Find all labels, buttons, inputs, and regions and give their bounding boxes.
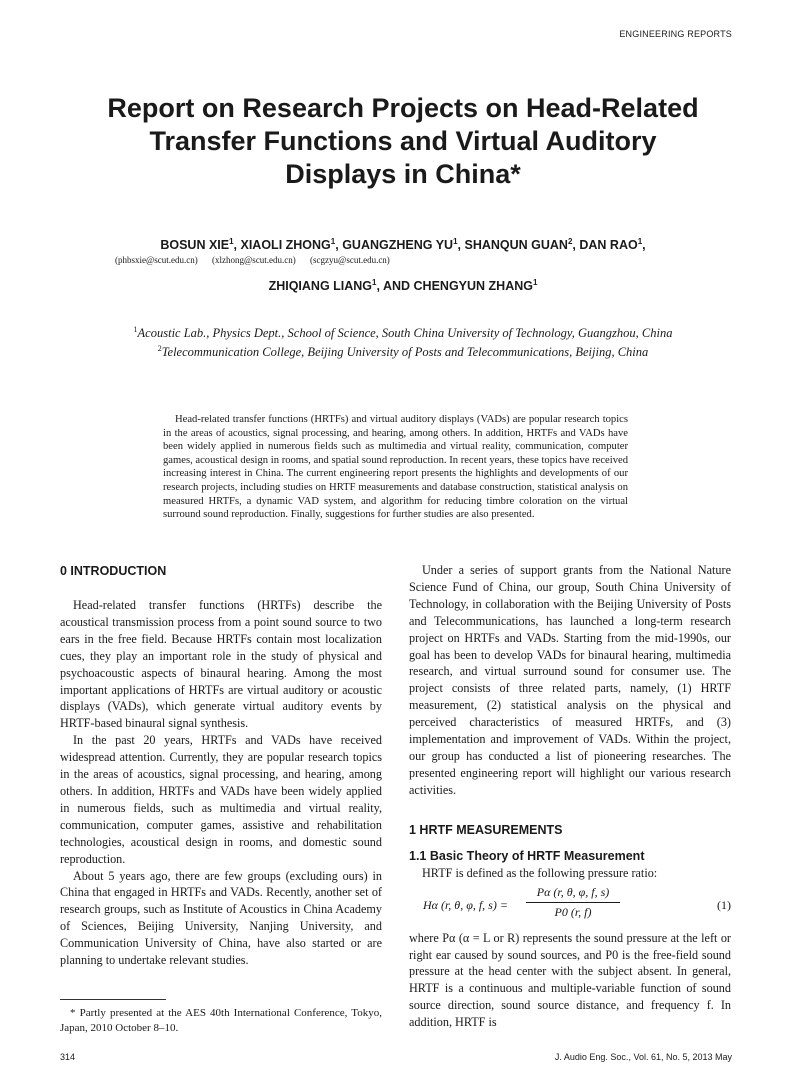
title-line-2: Transfer Functions and Virtual Auditory xyxy=(149,126,657,156)
affiliation-mark: 1 xyxy=(133,324,138,334)
right-column xyxy=(409,562,731,1031)
author-affiliation-mark: 1 xyxy=(637,236,643,246)
subsection-heading-basic-theory: 1.1 Basic Theory of HRTF Measurement xyxy=(409,848,645,863)
author-affiliation-mark: 1 xyxy=(453,236,458,246)
title-line-3: Displays in China* xyxy=(285,159,521,189)
author-affiliation-mark: 1 xyxy=(229,236,234,246)
paragraph: In the past 20 years, HRTFs and VADs have received widespread attention. Currently, they are popular research topics in the areas of acoustics, signal processing, and hearing, among others. In addition, HRTFs and VADs have been widely applied in numerous fields, such as multimedia and virtual reality, communication, computer games, assistive and rehabilitation technologies, acoustical design in rooms, and domestic sound reproduction. xyxy=(60,733,382,866)
footnote-divider xyxy=(60,999,166,1000)
equation-numerator: Pα (r, θ, φ, f, s) xyxy=(526,884,620,903)
running-head: ENGINEERING REPORTS xyxy=(619,29,732,39)
equation-1 xyxy=(409,884,731,928)
equation-lhs: Hα (r, θ, φ, f, s) = xyxy=(423,897,508,912)
journal-citation: J. Audio Eng. Soc., Vol. 61, No. 5, 2013 May xyxy=(554,1052,732,1062)
author-name: GUANGZHENG YU xyxy=(342,238,454,252)
author-affiliation-mark: 2 xyxy=(567,236,573,246)
author-email[interactable]: (phbsxie@scut.edu.cn) xyxy=(115,255,198,265)
paragraph: Under a series of support grants from the National Nature Science Fund of China, our group, South China University of Technology, in collaboration with the Beijing University of Posts and Telecommunications, has launched a long-term research project on HRTFs and VADs. Starting from the mid-1990s, our goal has been to develop VADs for binaural hearing, multimedia research, and virtual surround sound for consumer use. The project consists of three related parts, namely, (1) HRTF measurement, (2) statistical analysis on the physical and perceived characteristics of measured HRTFs, and (3) implementation and improvement of VADs. Within the project, our group has conducted a list of pioneering researches. The presented engineering report will highlight our various research activities. xyxy=(409,563,731,797)
affiliation-text: Telecommunication College, Beijing University of Posts and Telecommunications, Beijing, China xyxy=(161,345,649,359)
author-name: DAN RAO xyxy=(579,238,638,252)
author-name: SHANQUN GUAN xyxy=(464,238,568,252)
author-name: BOSUN XIE xyxy=(160,238,230,252)
page-number: 314 xyxy=(60,1052,76,1062)
author-affiliation-mark: 1 xyxy=(532,277,538,287)
title-line-1: Report on Research Projects on Head-Related xyxy=(107,93,699,123)
equation-number: (1) xyxy=(717,897,731,912)
author-name: ZHIQIANG LIANG xyxy=(268,279,373,293)
affiliation-2 xyxy=(60,345,746,360)
author-list-line-1: BOSUN XIE$^1$, XIAOLI ZHONG$^1$, GUANGZHENG $YU^1$, SHANQUN GUAN$^2$, DAN RAO$^1$, xyxy=(160,236,646,252)
affiliation-mark: 2 xyxy=(157,343,162,353)
paragraph: About 5 years ago, there are few groups (excluding ours) in China that engaged in HRTFs and VADs. Recently, another set of research groups, such as Institute of Acoustics in China Academy of Sciences, Beijing University, Nanjing University, and Communication University of China, have also started or are planning to undertake relevant studies. xyxy=(60,868,382,968)
footnote: * Partly presented at the AES 40th International Conference, Tokyo, Japan, 2010 October 8–10. xyxy=(60,1007,382,1034)
author-list-line-2: ZHIQIANG LIANG$^1$, AND CHENGYUN ZHANG$^1$ xyxy=(268,277,538,293)
paragraph: where Pα (α = L or R) represents the sound pressure at the left or right ear caused by sound sources, and P0 is the free-field sound pressure at the head center with the subject absent. In general, HRTF is a continuous and multiple-variable function of sound source direction, sound source distance, and frequency f. In addition, HRTF is xyxy=(409,930,731,1030)
abstract: Head-related transfer functions (HRTFs) and virtual auditory displays (VADs) are popular research topics in the areas of acoustics, signal processing, and hearing, among others. In addition, HRTFs and VADs have been widely applied in numerous fields such as multimedia and virtual reality, communication, computer games, acoustical design in rooms, and spatial sound reproduction. In recent years, these topics have received increasing interest in China. The current engineering report presents the highlights and developments of our research projects, including studies on HRTF measurements and database construction, statistical analysis on measured HRTFs, a dynamic VAD system, and algorithm for reducing timbre coloration on the virtual surround sound reproduction. Finally, suggestions for further studies are also presented. xyxy=(163,414,628,521)
author-email[interactable]: (scgzyu@scut.edu.cn) xyxy=(310,255,390,265)
equation-fraction xyxy=(526,884,620,921)
author-name: XIAOLI ZHONG xyxy=(240,238,331,252)
section-heading-hrtf-measurements: 1 HRTF MEASUREMENTS xyxy=(409,822,563,837)
affiliation-1 xyxy=(60,326,746,341)
author-affiliation-mark: 1 xyxy=(372,277,377,287)
author-name: CHENGYUN ZHANG xyxy=(413,279,533,293)
author-affiliation-mark: 1 xyxy=(330,236,336,246)
equation-denominator: P0 (r, f) xyxy=(554,904,592,919)
affiliation-text: Acoustic Lab., Physics Dept., School of Science, South China University of Technology, Guangzhou, China xyxy=(137,326,673,340)
section-heading-introduction: 0 INTRODUCTION xyxy=(60,564,167,578)
paragraph: Head-related transfer functions (HRTFs) describe the acoustical transmission process from a point sound source to two ears in the free field. Because HRTFs contain most localization cues, they play an important role in the study of physical and psychoacoustic aspects of binaural hearing. Among the most important applications of HRTFs are virtual auditory or acoustic displays (VADs), which generate virtual auditory events by HRTF-based binaural signal synthesis. xyxy=(60,598,382,731)
paragraph: HRTF is defined as the following pressure ratio: xyxy=(422,865,658,880)
author-email[interactable]: (xlzhong@scut.edu.cn) xyxy=(212,255,296,265)
left-column xyxy=(60,562,382,969)
author-emails xyxy=(115,255,402,265)
paper-title xyxy=(60,92,746,191)
